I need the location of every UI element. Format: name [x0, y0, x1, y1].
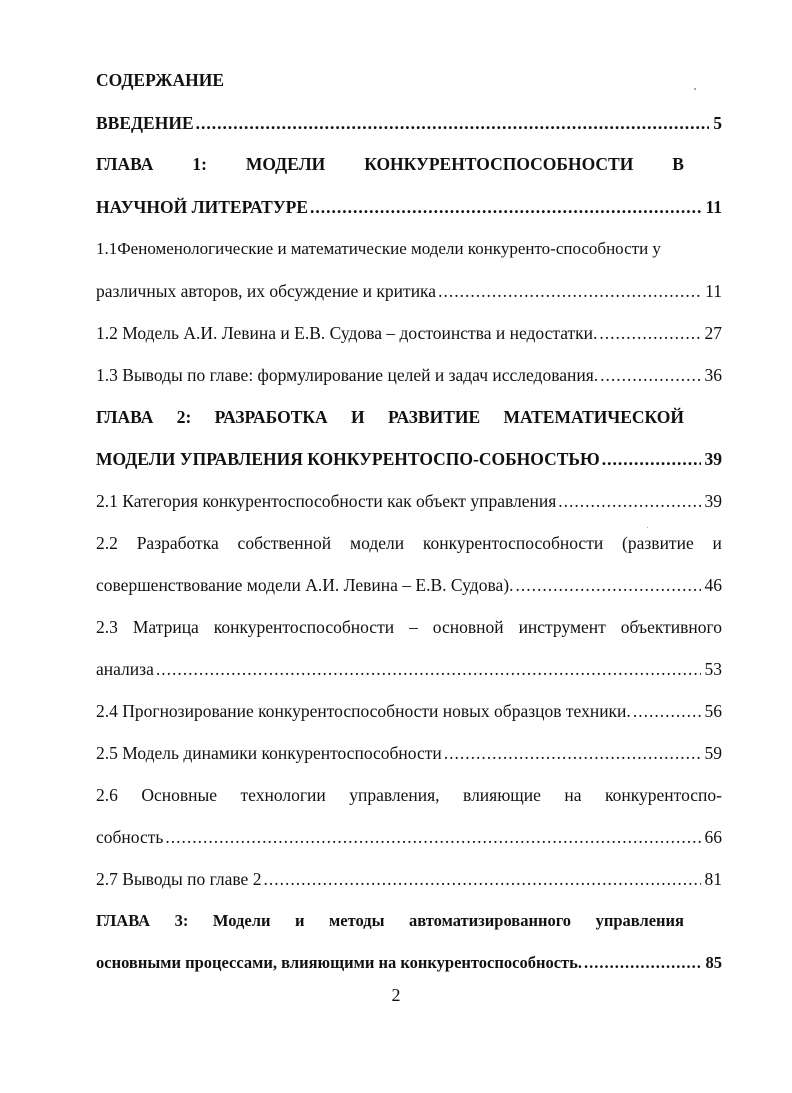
toc-entry-text: 1.2 Модель А.И. Левина и Е.В. Судова – достоинства и недостатки. — [96, 323, 598, 343]
word: – — [409, 617, 418, 637]
toc-entry-text: основными процессами, влияющими на конкурентоспособность. — [96, 953, 582, 972]
toc-page-number: 27 — [704, 323, 722, 343]
leader-dots — [633, 699, 701, 723]
toc-section-1-1-line1: 1.1Феноменологические и математические модели конкуренто-способности у — [96, 239, 661, 258]
leader-dots — [515, 573, 700, 597]
leader-dots — [156, 657, 701, 681]
word: (развитие — [622, 533, 694, 553]
toc-chapter-3-heading — [96, 909, 684, 933]
toc-entry-text: ВВЕДЕНИЕ — [96, 113, 194, 133]
toc-entry-chapter-1[interactable] — [96, 195, 722, 219]
leader-dots — [558, 489, 700, 513]
word: собственной — [237, 533, 332, 553]
toc-page-number: 46 — [704, 575, 722, 595]
toc-entry-section-2-5[interactable] — [96, 741, 722, 765]
toc-entry-section-1-1[interactable] — [96, 279, 722, 303]
toc-entry-section-2-4[interactable] — [96, 699, 722, 723]
word: на — [564, 785, 582, 805]
word: Основные — [141, 785, 218, 805]
toc-page-number: 66 — [704, 827, 722, 847]
word: 2.6 — [96, 785, 118, 805]
word: инструмент — [518, 617, 606, 637]
word: ГЛАВА — [96, 407, 154, 427]
toc-page-number: 53 — [704, 659, 722, 679]
leader-dots — [599, 321, 700, 345]
leader-dots — [438, 279, 701, 303]
word: Модели — [212, 911, 271, 930]
toc-entry-chapter-3[interactable] — [96, 951, 722, 975]
toc-page-number: 39 — [704, 491, 722, 511]
toc-entry-text: 2.1 Категория конкурентоспособности как объект управления — [96, 491, 557, 511]
toc-entry-section-1-3[interactable] — [96, 363, 722, 387]
toc-entry-section-2-2[interactable] — [96, 573, 722, 597]
toc-entry-chapter-2[interactable] — [96, 447, 722, 471]
leader-dots — [196, 111, 710, 135]
word: модели — [350, 533, 405, 553]
toc-page-number: 81 — [704, 869, 722, 889]
toc-entry-intro[interactable] — [96, 111, 722, 135]
toc-entry-text: 2.7 Выводы по главе 2 — [96, 869, 262, 889]
word: РАЗРАБОТКА — [214, 407, 328, 427]
word: конкурентоспособности — [422, 533, 604, 553]
leader-dots — [165, 825, 700, 849]
word: основной — [432, 617, 504, 637]
word: и — [294, 911, 305, 930]
leader-dots — [310, 195, 701, 219]
toc-entry-text: собность — [96, 827, 164, 847]
word: В — [672, 154, 684, 174]
word: КОНКУРЕНТОСПОСОБНОСТИ — [364, 154, 634, 174]
word: 1: — [192, 154, 207, 174]
toc-chapter-2-heading — [96, 405, 684, 429]
word: управления, — [349, 785, 440, 805]
toc-entry-text: НАУЧНОЙ ЛИТЕРАТУРЕ — [96, 197, 309, 217]
toc-section-2-3-line1 — [96, 615, 722, 639]
word: конкурентоспособности — [213, 617, 395, 637]
word: методы — [329, 911, 385, 930]
toc-entry-text: анализа — [96, 659, 154, 679]
toc-entry-text: 2.4 Прогнозирование конкурентоспособности новых образцов техники. — [96, 701, 631, 721]
word: конкурентоспо- — [605, 785, 722, 805]
word: автоматизированного — [409, 911, 572, 930]
word: И — [351, 407, 365, 427]
word: и — [712, 533, 722, 553]
toc-entry-section-1-2[interactable] — [96, 321, 722, 345]
toc-page-number: 56 — [704, 701, 722, 721]
leader-dots — [602, 447, 701, 471]
leader-dots — [263, 867, 700, 891]
word: 2.2 — [96, 533, 118, 553]
word: ГЛАВА — [96, 911, 151, 930]
toc-page-number: 36 — [704, 365, 722, 385]
leader-dots — [444, 741, 701, 765]
word: объективного — [620, 617, 722, 637]
toc-section-2-6-line1 — [96, 783, 722, 807]
leader-dots — [584, 951, 702, 975]
toc-title: СОДЕРЖАНИЕ — [96, 70, 225, 90]
toc-page-number: 39 — [704, 449, 722, 469]
toc-entry-text: 1.3 Выводы по главе: формулирование целей и задач исследования. — [96, 365, 599, 385]
word: 2.3 — [96, 617, 118, 637]
page-number: 2 — [391, 985, 401, 1005]
toc-chapter-1-heading — [96, 152, 684, 176]
toc-entry-text: различных авторов, их обсуждение и критика — [96, 281, 437, 301]
scan-speck — [694, 88, 696, 90]
word: ГЛАВА — [96, 154, 154, 174]
toc-page-number: 5 — [713, 113, 722, 133]
toc-entry-section-2-3[interactable] — [96, 657, 722, 681]
word: влияющие — [463, 785, 541, 805]
toc-page-number: 11 — [705, 197, 722, 217]
toc-entry-section-2-6[interactable] — [96, 825, 722, 849]
word: 3: — [174, 911, 189, 930]
word: управления — [595, 911, 684, 930]
toc-entry-text: 2.5 Модель динамики конкурентоспособности — [96, 743, 442, 763]
toc-entry-text: совершенствование модели А.И. Левина – Е.В. Судова). — [96, 575, 514, 595]
word: МОДЕЛИ — [245, 154, 326, 174]
toc-entry-text: МОДЕЛИ УПРАВЛЕНИЯ КОНКУРЕНТОСПО-СОБНОСТЬЮ — [96, 449, 600, 469]
word: Разработка — [136, 533, 219, 553]
toc-section-2-2-line1 — [96, 531, 722, 555]
scan-speck — [647, 527, 648, 528]
word: МАТЕМАТИЧЕСКОЙ — [503, 407, 684, 427]
toc-entry-section-2-1[interactable] — [96, 489, 722, 513]
leader-dots — [600, 363, 700, 387]
word: технологии — [240, 785, 326, 805]
word: 2: — [176, 407, 192, 427]
word: РАЗВИТИЕ — [388, 407, 481, 427]
toc-page-number: 59 — [704, 743, 722, 763]
toc-page-number: 11 — [705, 281, 722, 301]
toc-page-number: 85 — [705, 953, 722, 972]
word: Матрица — [132, 617, 199, 637]
toc-entry-section-2-7[interactable] — [96, 867, 722, 891]
